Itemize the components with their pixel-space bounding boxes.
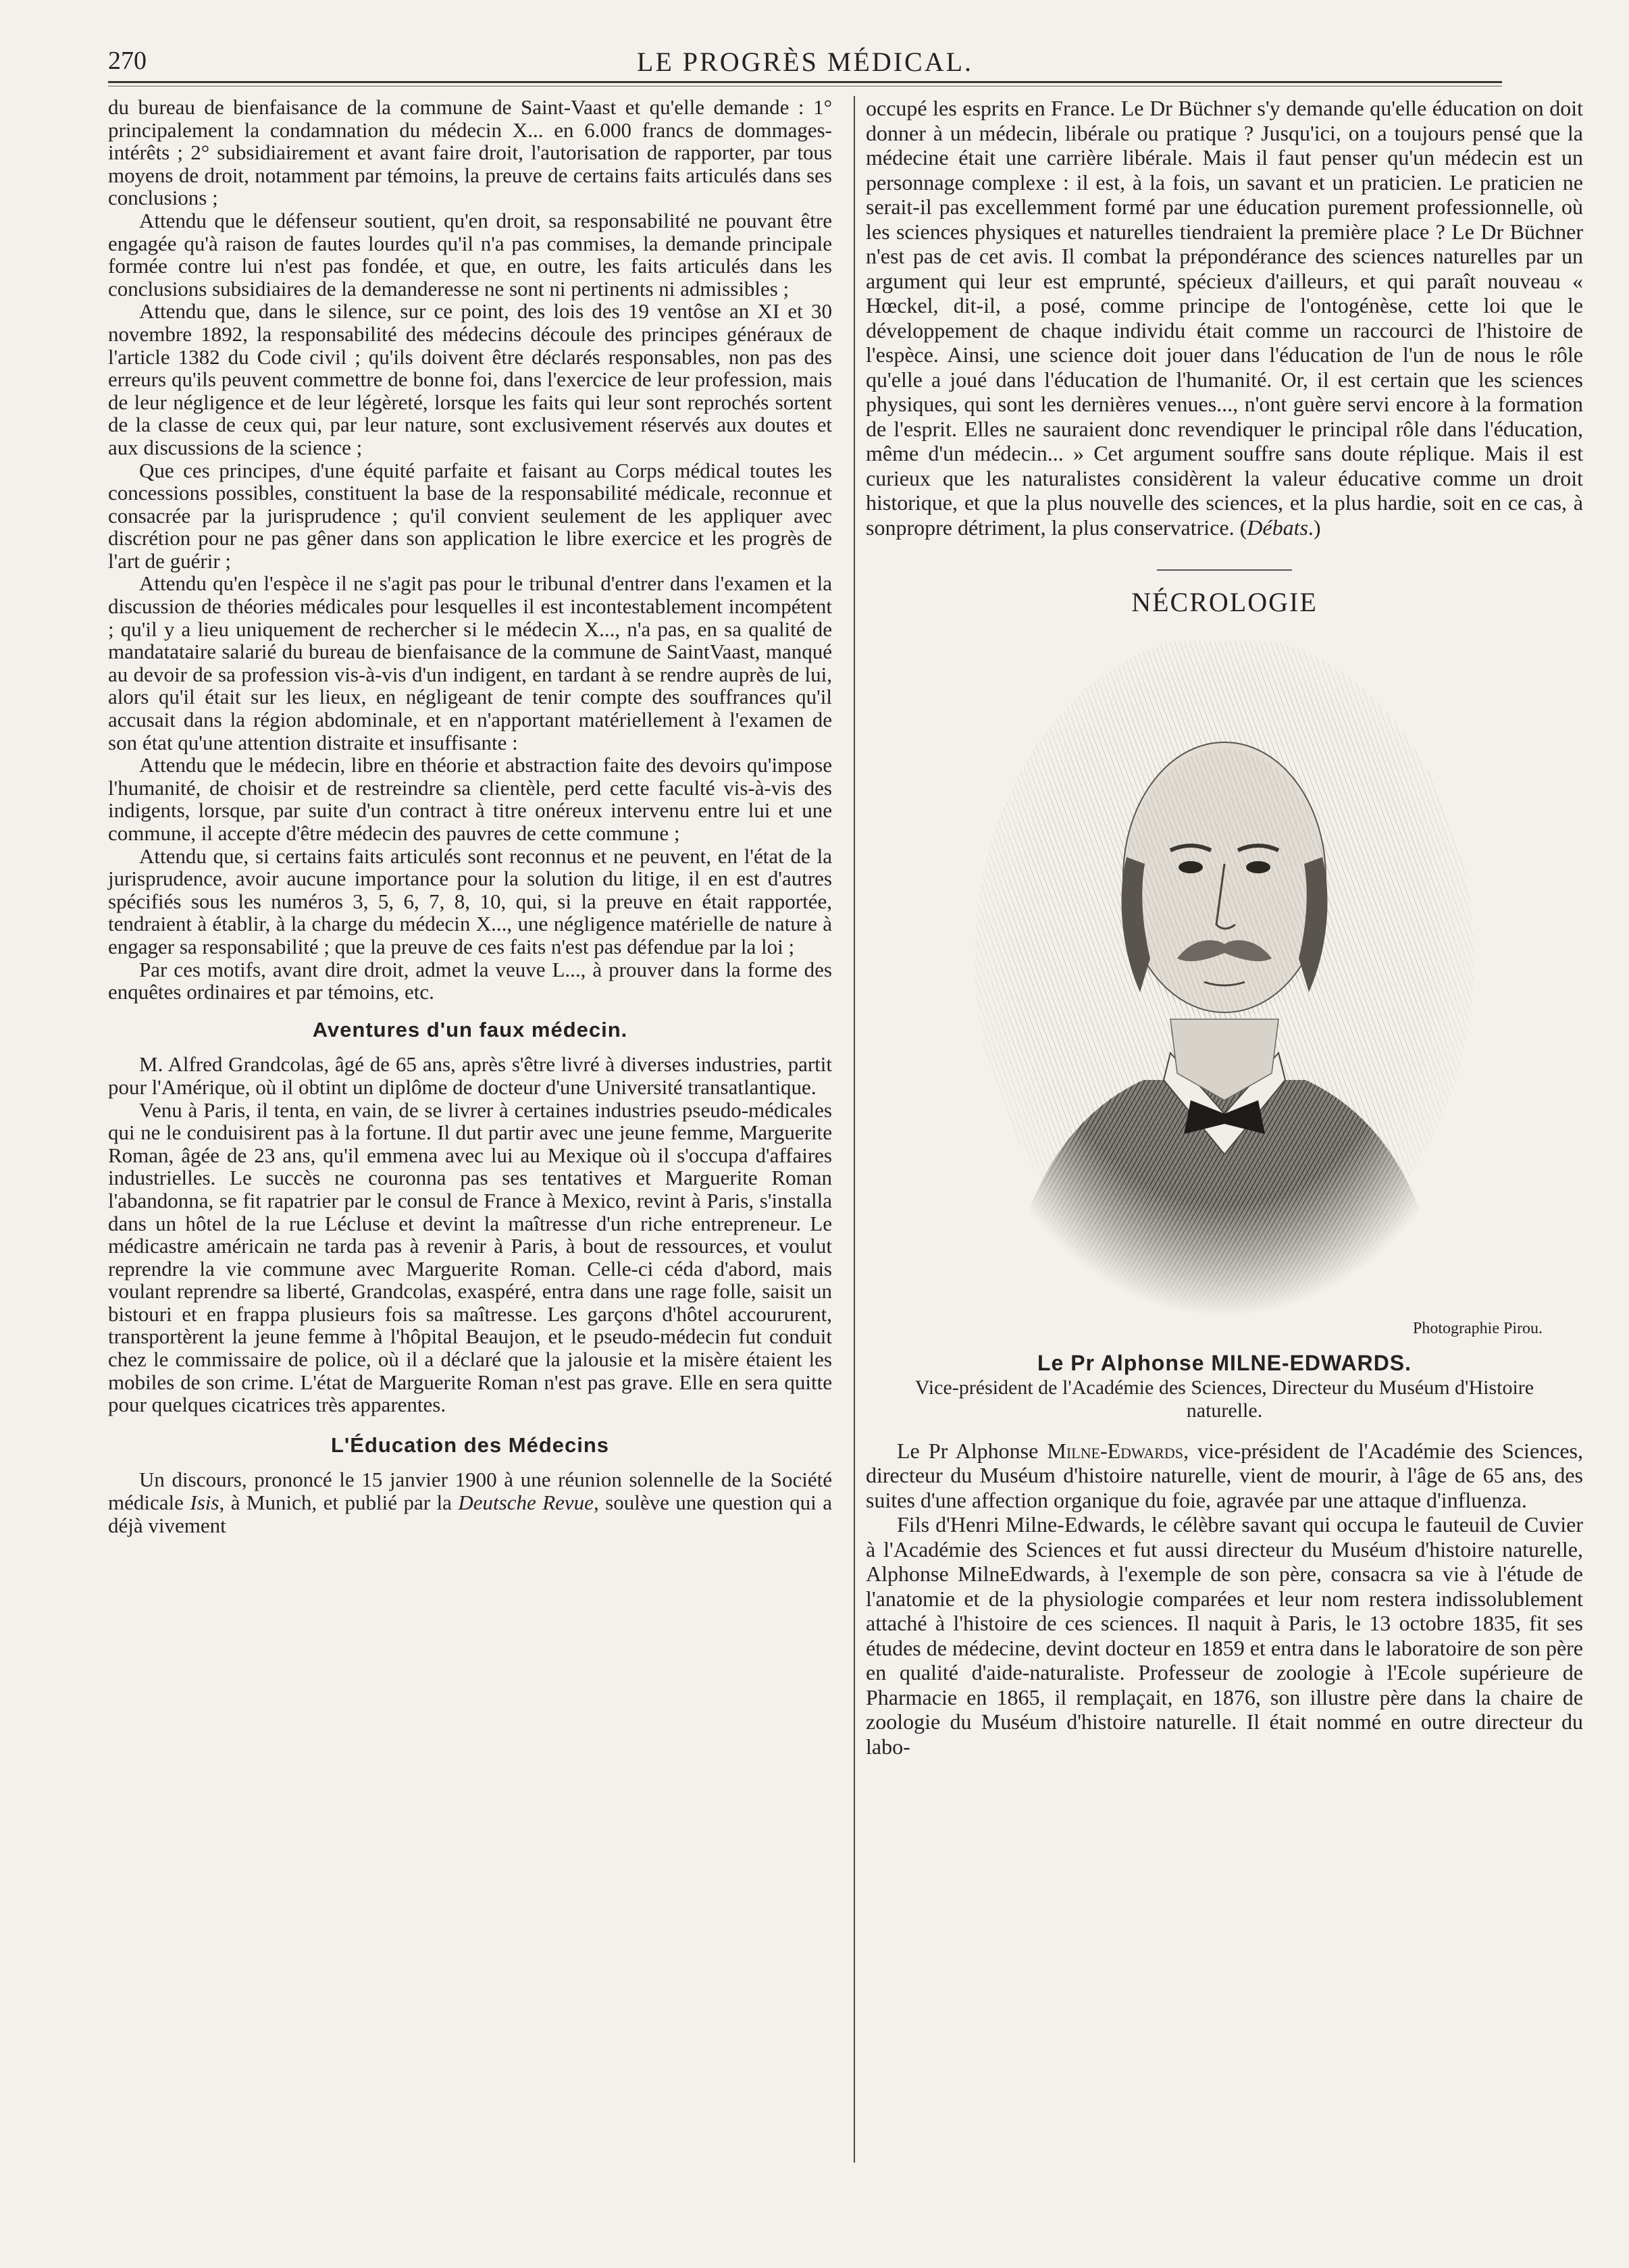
journal-name-deutsche-revue: Deutsche Revue [458, 1491, 594, 1515]
photo-credit: Photographie Pirou. [1413, 1319, 1543, 1337]
source-debats: Débats [1247, 515, 1308, 540]
paragraph: Attendu que le défenseur soutient, qu'en droit, sa responsabilité ne pouvant être engagée qu'à raison de fautes lourdes qu'il n'a pas commises, la demande principale formée contre lui n'est pas fondée, et que, en outre, les faits articulés dans les conclusions subsidiaires de la demanderesse ne sont ni pertinents ni admissibles ; [108, 208, 832, 301]
journal-title: LE PROGRÈS MÉDICAL. [636, 47, 974, 77]
portrait-caption-name: Le Pr Alphonse MILNE-EDWARDS. [1037, 1351, 1412, 1376]
text-run: occupé les esprits en France. Le Dr Büchner s'y demande qu'elle éducation on doit donner à un médecin, libérale ou pratique ? Jusqu'ici, on a toujours pensé que la médecine était une carrière libérale. Mais il faut penser qu'un médecin est un personnage complexe : il est, à la fois, un savant et un praticien. Le praticien ne serait-il pas excellemment formé par une éducation purement professionnelle, où les sciences physiques et naturelles tiendraient la première place ? Le Dr Büchner n'est pas de cet avis. Il combat la prépondérance des sciences naturelles par un argument qui leur est emprunté, spécieux d'ailleurs, et qui paraît nouveau « Hœckel, dit-il, a posé, comme principe de l'ontogénèse, cette loi que le développement de chaque individu était comme un raccourci de l'histoire de l'espèce. Ainsi, une science doit jouer dans l'éducation de l'un de nous le rôle qu'elle a joué dans l'éducation de l'humanité. Or, il est certain que les sciences physiques, qui sont les dernières venues..., n'ont guère servi encore à la formation de l'esprit. Elles ne sauraient donc revendiquer le principal rôle dans l'éducation, même d'un médecin... » Cet argument souffre sans doute réplique. Mais il est curieux que les naturalistes considèrent la valeur éducative comme un droit historique, et que la plus nouvelle des sciences, et la plus hardie, soit en ce cas, à son [866, 96, 1583, 540]
page-header [108, 46, 1502, 78]
portrait-caption-description: Vice-président de l'Académie des Sciences, Directeur du Muséum d'Histoire naturelle. [914, 1376, 1534, 1422]
paragraph [866, 1439, 1583, 1513]
section-heading-faux-medecin: Aventures d'un faux médecin. [312, 1017, 628, 1041]
paragraph: Attendu que, si certains faits articulés sont reconnus et ne peuvent, en l'état de la jurisprudence, avoir aucune importance pour la solution du litige, il en est d'autres spécifiés sous les numéros 3, 5, 6, 7, 8, 10, qui, si la preuve en était rapportée, tendraient à établir, à la charge du médecin X..., une négligence matérielle de nature à engager sa responsabilité ; que la preuve de ces faits n'est pas défendue par la loi ; [108, 844, 832, 958]
text-run: Un discours, prononcé le 15 janvier 1900 à une réunion solennelle de la Société médicale [108, 1468, 832, 1515]
paragraph: M. Alfred Grandcolas, âgé de 65 ans, après s'être livré à diverses industries, partit pour l'Amérique, où il obtint un diplôme de docteur d'une Université transatlantique. [108, 1052, 832, 1099]
right-column [866, 96, 1583, 1759]
portrait-engraving [968, 641, 1481, 1316]
section-heading-education: L'Éducation des Médecins [330, 1433, 610, 1457]
text-run: .) [1308, 515, 1321, 540]
left-column [108, 96, 832, 1537]
header-rule [108, 81, 1502, 83]
paragraph: Attendu que, dans le silence, sur ce point, des lois des 19 ventôse an XI et 30 novembre 1892, la responsabilité des médecins découle des principes généraux de l'article 1382 du Code civil ; qu'ils doivent être déclarés responsables, non pas des erreurs qu'ils peuvent commettre de bonne foi, dans l'exercice de leur profession, mais de leur négligence et de leur légèreté, lorsque les faits qui leur sont reprochés sortent de la classe de ceux qui, par leur nature, sont exclusivement réservés aux doutes et aux discussions de la science ; [108, 299, 832, 459]
paragraph: du bureau de bienfaisance de la commune de Saint-Vaast et qu'elle demande : 1° principalement la condamnation du médecin X... en 6.000 francs de dommages-intérêts ; 2° subsidiairement et avant faire droit, l'autorisation de rapporter, par tous moyens de droit, notamment par témoins, la preuve de certains faits articulés dans ses conclusions ; [108, 95, 832, 210]
text-run: propre détriment, la plus conservatrice. ( [896, 515, 1247, 540]
paragraph: Attendu que le médecin, libre en théorie et abstraction faite des devoirs qu'impose l'humanité, de choisir et de restreindre sa clientèle, perd cette faculté vis-à-vis des indigents, lorsque, par suite d'un contract à titre onéreux intervenu entre lui et une commune, il accepte d'être médecin des pauvres de cette commune ; [108, 753, 832, 845]
text-run: Le Pr Alphonse [897, 1438, 1048, 1463]
paragraph [866, 96, 1583, 540]
paragraph: Que ces principes, d'une équité parfaite et faisant au Corps médical toutes les concessions possibles, constituent la base de la responsabilité médicale, reconnue et consacrée par la jurisprudence ; qu'il convient seulement de les appliquer avec discrétion pour ne pas gêner dans son application le libre exercice et les progrès de l'art de guérir ; [108, 458, 832, 573]
section-rule [1157, 569, 1292, 571]
paragraph: Fils d'Henri Milne-Edwards, le célèbre savant qui occupa le fauteuil de Cuvier à l'Académie des Sciences et fut aussi directeur du Muséum d'histoire naturelle, Alphonse MilneEdwards, à l'exemple de son père, consacra sa vie à l'étude de l'anatomie et de la physiologie comparées et leur nom restera indissolublement attaché à l'histoire de ces sciences. Il naquit à Paris, le 13 octobre 1835, fit ses études de médecine, devint docteur en 1859 et entra dans le laboratoire de son père en qualité d'aide-naturaliste. Professeur de zoologie à l'Ecole supérieure de Pharmacie en 1865, il remplaçait, en 1876, son illustre père dans la chaire de zoologie du Muséum d'histoire naturelle. Il était nommé en outre directeur du labo- [866, 1512, 1583, 1759]
page-number: 270 [108, 47, 147, 75]
paragraph: Par ces motifs, avant dire droit, admet la veuve L..., à prouver dans la forme des enquêtes ordinaires et par témoins, etc. [108, 957, 832, 1004]
paragraph: Venu à Paris, il tenta, en vain, de se livrer à certaines industries pseudo-médicales qui ne le conduisirent pas à la fortune. Il dut partir avec une jeune femme, Marguerite Roman, âgée de 23 ans, qu'il emmena avec lui au Mexique où il s'occupa d'affaires industrielles. Le succès ne couronna pas ses tentatives et Marguerite Roman l'abandonna, se fit rapatrier par le consul de France à Mexico, revint à Paris, s'installa dans un hôtel de la rue Lécluse et devint la maîtresse d'un riche entrepreneur. Le médicastre américain ne tarda pas à revenir à Paris, à bout de ressources, et voulut reprendre la vie commune avec Marguerite Roman. Celle-ci céda d'abord, mais voulant reprendre sa liberté, Grandcolas, exaspéré, entra dans une rage folle, saisit un bistouri et en frappa plusieurs fois sa maîtresse. Les garçons d'hôtel accoururent, transportèrent la jeune femme à l'hôpital Beaujon, et le pseudo-médecin fut conduit chez le commissaire de police, où il a déclaré que la jalousie et la misère étaient les mobiles de son crime. L'état de Marguerite Roman n'est pas grave. Elle en sera quitte pour quelques cicatrices très apparentes. [108, 1098, 832, 1417]
text-run: , à Munich, et publié par la [219, 1491, 452, 1515]
column-divider [854, 96, 855, 2163]
person-name: Milne-Edwards [1047, 1438, 1184, 1463]
journal-name-isis: Isis [190, 1491, 219, 1515]
section-heading-necrologie: NÉCROLOGIE [1131, 587, 1318, 617]
text-run: , soulève une question qui a déjà vivement [108, 1491, 832, 1537]
text-run: , vice-président de l'Académie des Sciences, directeur du Muséum d'histoire naturelle, vient de mourir, à l'âge de 65 ans, des suites d'une affection organique du foie, agravée par une attaque d'influenza. [866, 1438, 1584, 1512]
paragraph [108, 1468, 832, 1537]
paragraph: Attendu qu'en l'espèce il ne s'agit pas pour le tribunal d'entrer dans l'examen et la discussion de théories médicales pour lesquelles il est incontestablement incompétent ; qu'il y a lieu uniquement de rechercher si le médecin X..., n'a pas, en sa qualité de mandatataire salarié du bureau de bienfaisance de la commune de SaintVaast, manqué au devoir de sa profession vis-à-vis d'un indigent, en tardant à se rendre auprès de lui, alors qu'il était sur les lieux, en négligeant de tenir compte des souffrances qu'il accusait dans la région abdominale, et en n'apportant matériellement à l'examen de son état qu'une attention distraite et insuffisante : [108, 571, 832, 754]
